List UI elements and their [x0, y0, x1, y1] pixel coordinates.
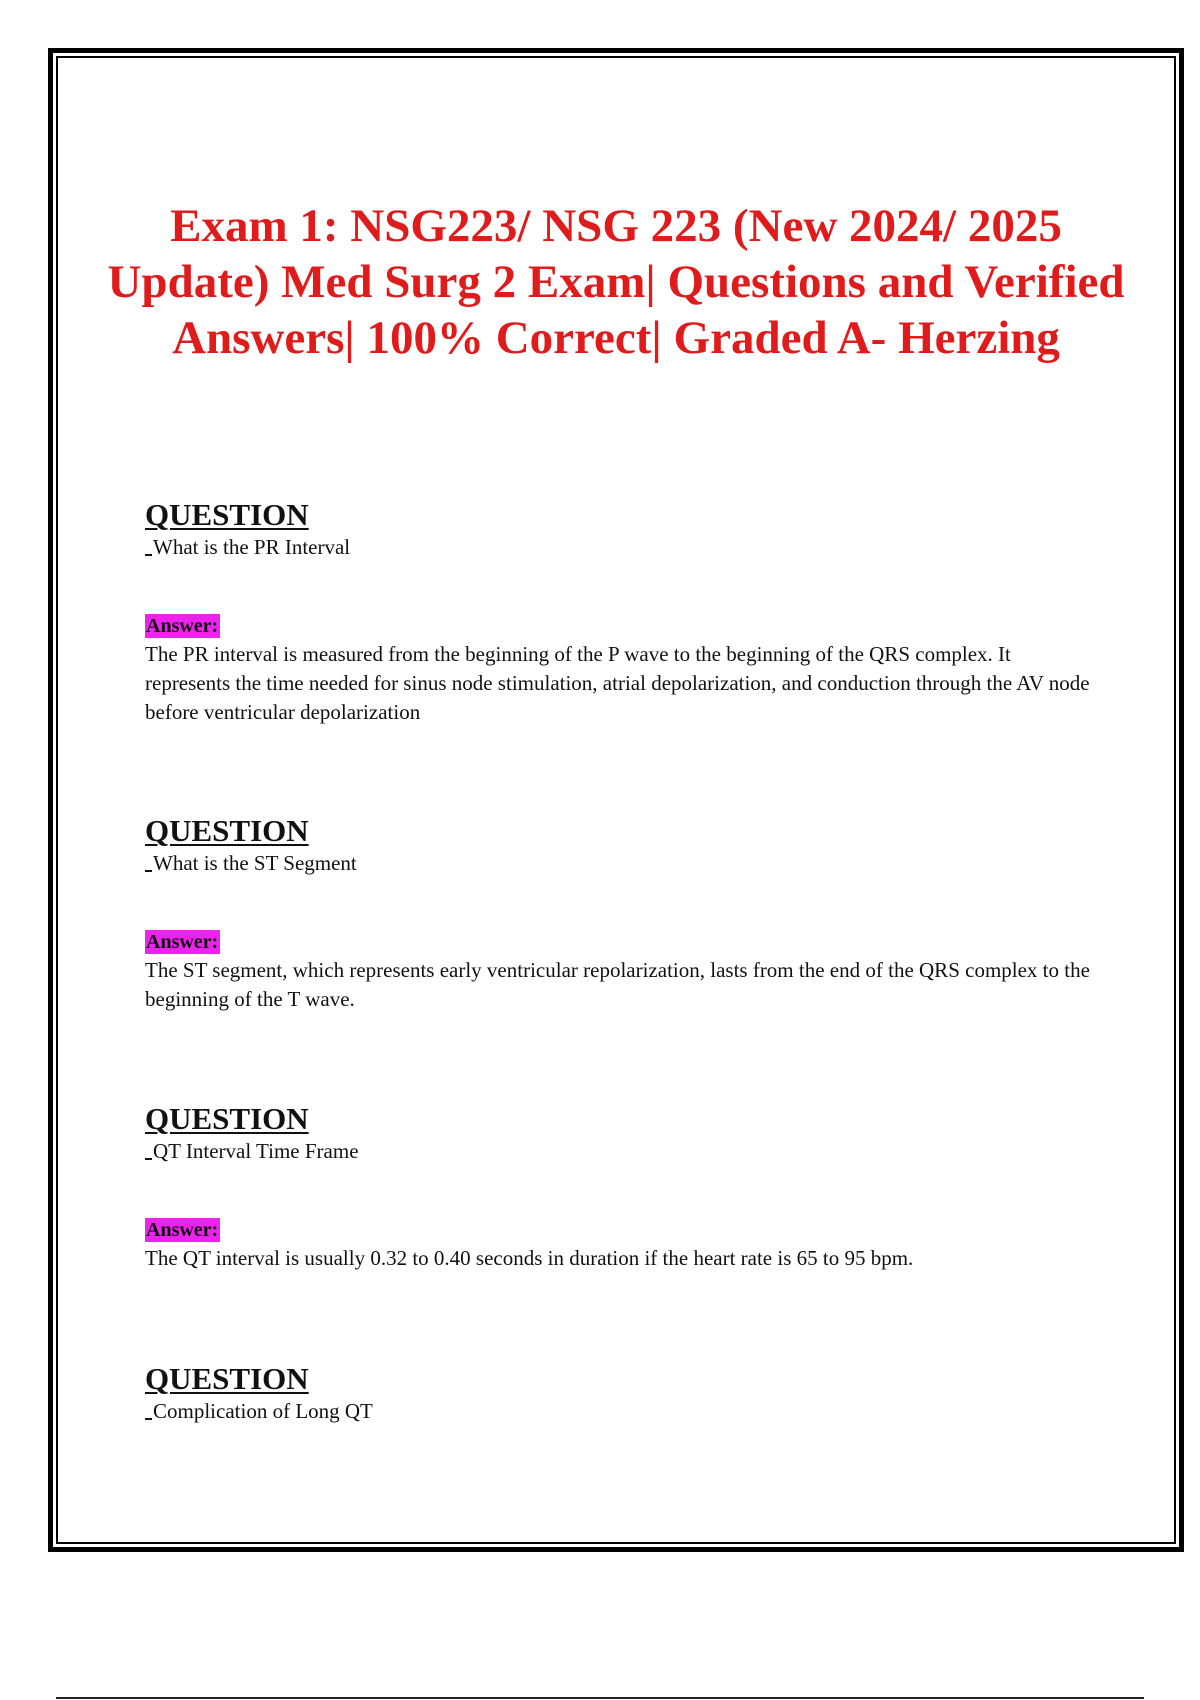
question-text-value: QT Interval Time Frame: [153, 1139, 359, 1163]
question-text: [145, 534, 1095, 560]
question-text-value: Complication of Long QT: [153, 1399, 373, 1423]
answer-label: Answer:: [146, 931, 219, 953]
qa-item: [145, 814, 1095, 1014]
answer-text: The PR interval is measured from the beginning of the P wave to the beginning of the QRS complex. It represents the time needed for sinus node stimulation, atrial depolarization, and conduction through the AV node before ventricular depolarization: [145, 642, 1090, 724]
answer-text: The ST segment, which represents early ventricular repolarization, lasts from the end of the QRS complex to the beginning of the T wave.: [145, 958, 1090, 1011]
question-heading: QUESTION: [145, 1361, 309, 1396]
answer-text: The QT interval is usually 0.32 to 0.40 seconds in duration if the heart rate is 65 to 95 bpm.: [145, 1246, 914, 1270]
question-heading: QUESTION: [145, 1101, 309, 1136]
question-marker: [145, 1158, 152, 1160]
question-marker: [145, 1418, 152, 1420]
question-heading: QUESTION: [145, 813, 309, 848]
answer-label: Answer:: [146, 615, 219, 637]
question-text: [145, 1138, 1095, 1164]
question-text-value: What is the PR Interval: [153, 535, 351, 559]
question-heading: QUESTION: [145, 497, 309, 532]
document-title: Exam 1: NSG223/ NSG 223 (New 2024/ 2025 Update) Med Surg 2 Exam| Questions and Verified Answers| 100% Correct| Graded A- Herzing: [107, 200, 1125, 364]
question-marker: [145, 554, 152, 556]
question-text-value: What is the ST Segment: [153, 851, 357, 875]
qa-item: [145, 1102, 1095, 1273]
question-text: [145, 1398, 1095, 1424]
footer-rule: [56, 1697, 1144, 1699]
qa-item: [145, 1362, 1095, 1424]
question-text: [145, 850, 1095, 876]
question-marker: [145, 870, 152, 872]
qa-item: [145, 498, 1095, 727]
answer-label: Answer:: [146, 1219, 219, 1241]
